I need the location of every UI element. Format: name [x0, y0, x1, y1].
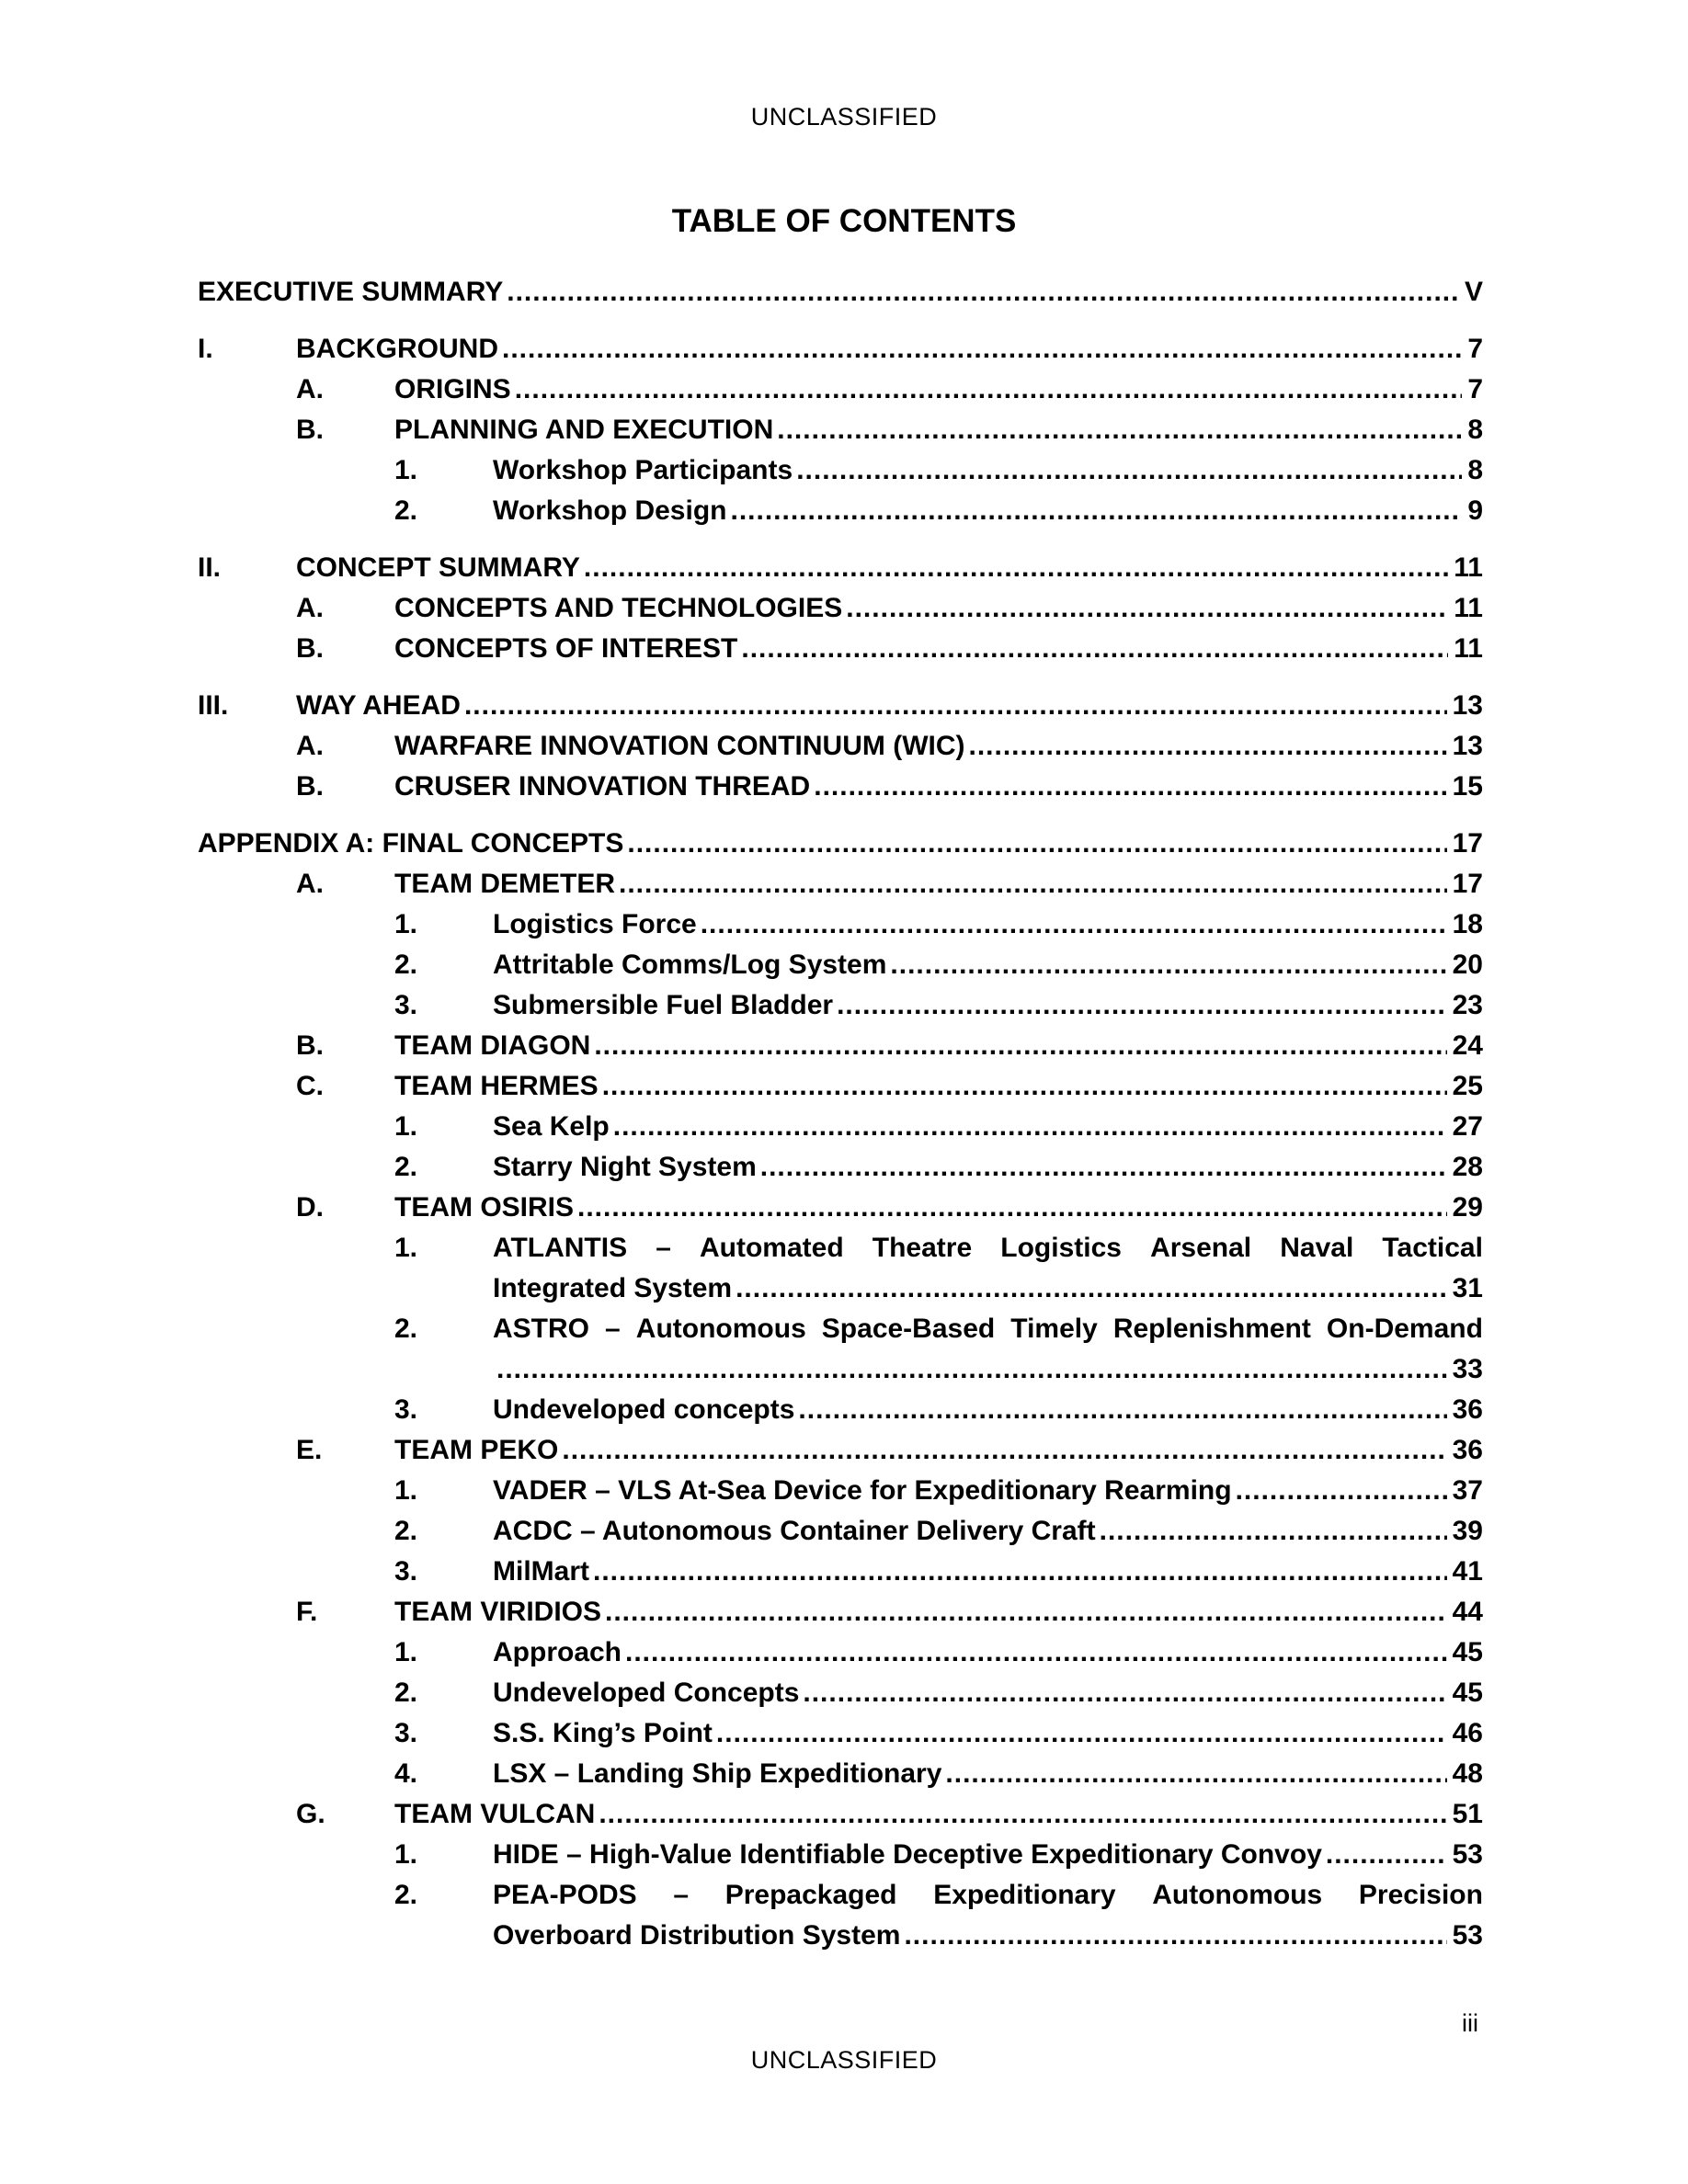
- classification-header: UNCLASSIFIED: [750, 103, 938, 131]
- toc-page-number: 7: [1467, 334, 1483, 364]
- toc-leader: [496, 1349, 1447, 1390]
- toc-number: 2.: [394, 1516, 418, 1546]
- toc-label-line-1: [493, 1309, 1483, 1349]
- toc-label: CRUSER INNOVATION THREAD: [394, 771, 811, 802]
- toc-leader: [594, 1026, 1446, 1066]
- toc-leader: [945, 1754, 1446, 1794]
- toc-entry-sea-kelp[interactable]: [198, 1107, 1483, 1147]
- toc-leader: [1236, 1471, 1447, 1511]
- toc-number: 2.: [394, 950, 418, 980]
- toc-label-word: –: [605, 1314, 621, 1344]
- toc-leader: [890, 945, 1446, 985]
- toc-leader: [1326, 1835, 1447, 1875]
- toc-number: 2.: [394, 1314, 418, 1344]
- toc-label: TEAM DEMETER: [394, 869, 615, 899]
- toc-page-number: 13: [1452, 690, 1483, 721]
- toc-page-number: 28: [1452, 1152, 1483, 1182]
- toc-label: Undeveloped Concepts: [493, 1678, 800, 1708]
- toc-label: CONCEPTS OF INTEREST: [394, 633, 738, 664]
- toc-page-number: 53: [1452, 1920, 1483, 1951]
- toc-label: BACKGROUND: [296, 334, 498, 364]
- toc-number: II.: [198, 552, 222, 583]
- toc-entry-team-peko[interactable]: [198, 1430, 1483, 1471]
- toc-number: G.: [296, 1799, 325, 1829]
- toc-label-word: Automated: [700, 1233, 844, 1263]
- toc-leader: [846, 588, 1448, 629]
- toc-label: TEAM HERMES: [394, 1071, 599, 1101]
- toc-label: Sea Kelp: [493, 1111, 610, 1142]
- toc-number: A.: [296, 593, 324, 623]
- toc-number: I.: [198, 334, 213, 364]
- toc-leader: [613, 1107, 1447, 1147]
- toc-number: 1.: [394, 909, 418, 939]
- toc-label-word: –: [656, 1233, 671, 1263]
- toc-number: 1.: [394, 1111, 418, 1142]
- toc-entry-concept-summary[interactable]: [198, 548, 1483, 588]
- toc-number: A.: [296, 374, 324, 404]
- toc-label-word: Precision: [1358, 1880, 1483, 1910]
- page-number: iii: [1462, 2009, 1478, 2037]
- toc-number: 4.: [394, 1758, 418, 1789]
- toc-label-word: ASTRO: [493, 1314, 589, 1344]
- toc-page-number: V: [1464, 277, 1483, 307]
- toc-leader: [627, 824, 1446, 864]
- toc-page-number: 13: [1452, 731, 1483, 761]
- toc-leader: [593, 1552, 1447, 1592]
- toc-label: EXECUTIVE SUMMARY: [198, 277, 504, 307]
- toc-entry-workshop-participants[interactable]: [198, 450, 1483, 491]
- table-of-contents: [198, 272, 1483, 1956]
- toc-page-number: 11: [1454, 593, 1483, 623]
- toc-entry-origins[interactable]: [198, 370, 1483, 410]
- toc-label-word: Logistics: [1000, 1233, 1122, 1263]
- toc-page-number: 36: [1452, 1435, 1483, 1465]
- toc-entry-team-hermes[interactable]: [198, 1066, 1483, 1107]
- toc-entry-lsx[interactable]: [198, 1754, 1483, 1794]
- toc-entry-team-demeter[interactable]: [198, 864, 1483, 904]
- toc-entry-pea-pods[interactable]: [198, 1875, 1483, 1956]
- toc-label: ACDC – Autonomous Container Delivery Craft: [493, 1516, 1096, 1546]
- toc-label: Attritable Comms/Log System: [493, 950, 887, 980]
- toc-label: S.S. King’s Point: [493, 1718, 713, 1748]
- toc-page-number: 44: [1452, 1597, 1483, 1627]
- toc-leader: [716, 1713, 1447, 1754]
- toc-label-word: Expeditionary: [933, 1880, 1116, 1910]
- toc-leader: [619, 864, 1447, 904]
- toc-entry-acdc[interactable]: [198, 1511, 1483, 1552]
- toc-entry-concepts-and-technologies[interactable]: [198, 588, 1483, 629]
- toc-label: Workshop Design: [493, 495, 727, 526]
- toc-page-number: 31: [1452, 1273, 1483, 1303]
- toc-label-word: Autonomous: [1152, 1880, 1323, 1910]
- toc-label: WAY AHEAD: [296, 690, 461, 721]
- toc-label: APPENDIX A: FINAL CONCEPTS: [198, 828, 624, 859]
- toc-page-number: 45: [1452, 1637, 1483, 1667]
- toc-leader: [730, 491, 1462, 531]
- toc-label: TEAM DIAGON: [394, 1030, 591, 1061]
- toc-entry-starry-night-system[interactable]: [198, 1147, 1483, 1188]
- toc-page-number: 20: [1452, 950, 1483, 980]
- toc-entry-hide[interactable]: [198, 1835, 1483, 1875]
- toc-leader: [602, 1066, 1447, 1107]
- toc-label-word: PEA-PODS: [493, 1880, 637, 1910]
- toc-leader: [584, 548, 1448, 588]
- toc-page-number: 53: [1452, 1839, 1483, 1870]
- toc-page-number: 33: [1452, 1354, 1483, 1384]
- toc-label: Submersible Fuel Bladder: [493, 990, 834, 1020]
- toc-label-line-1: [493, 1228, 1483, 1268]
- toc-page-number: 41: [1452, 1556, 1483, 1587]
- toc-page-number: 39: [1452, 1516, 1483, 1546]
- toc-page-number: 29: [1452, 1192, 1483, 1223]
- toc-entry-undeveloped-concepts-viridios[interactable]: [198, 1673, 1483, 1713]
- toc-entry-executive-summary[interactable]: [198, 272, 1483, 313]
- toc-entry-team-vulcan[interactable]: [198, 1794, 1483, 1835]
- toc-number: 1.: [394, 455, 418, 485]
- toc-label: CONCEPT SUMMARY: [296, 552, 580, 583]
- toc-leader: [736, 1268, 1447, 1309]
- toc-label: TEAM VULCAN: [394, 1799, 596, 1829]
- toc-entry-way-ahead[interactable]: [198, 686, 1483, 726]
- toc-number: A.: [296, 731, 324, 761]
- toc-label-word: Theatre: [872, 1233, 973, 1263]
- toc-label-word: Prepackaged: [724, 1880, 897, 1910]
- toc-number: 1.: [394, 1233, 418, 1263]
- toc-number: 2.: [394, 1880, 418, 1910]
- toc-number: 1.: [394, 1475, 418, 1506]
- toc-label: CONCEPTS AND TECHNOLOGIES: [394, 593, 843, 623]
- toc-entry-planning-and-execution[interactable]: [198, 410, 1483, 450]
- toc-page-number: 23: [1452, 990, 1483, 1020]
- toc-leader: [796, 450, 1462, 491]
- toc-label: HIDE – High-Value Identifiable Deceptive Expeditionary Convoy: [493, 1839, 1322, 1870]
- toc-label: Undeveloped concepts: [493, 1394, 795, 1425]
- toc-number: E.: [296, 1435, 323, 1465]
- toc-number: 3.: [394, 1556, 418, 1587]
- toc-entry-astro[interactable]: [198, 1309, 1483, 1390]
- toc-page-number: 18: [1452, 909, 1483, 939]
- toc-entry-atlantis[interactable]: [198, 1228, 1483, 1309]
- toc-label-line-1: [493, 1875, 1483, 1916]
- toc-label-word: Timely: [1010, 1314, 1098, 1344]
- toc-page-number: 51: [1452, 1799, 1483, 1829]
- toc-entry-team-diagon[interactable]: [198, 1026, 1483, 1066]
- toc-number: 2.: [394, 1152, 418, 1182]
- toc-page-number: 48: [1452, 1758, 1483, 1789]
- toc-entry-team-osiris[interactable]: [198, 1188, 1483, 1228]
- toc-label: Workshop Participants: [493, 455, 793, 485]
- toc-entry-concepts-of-interest[interactable]: [198, 629, 1483, 669]
- toc-label-word: Tactical: [1382, 1233, 1483, 1263]
- toc-leader: [502, 329, 1462, 370]
- toc-page-number: 17: [1452, 869, 1483, 899]
- toc-number: B.: [296, 633, 324, 664]
- toc-number: F.: [296, 1597, 318, 1627]
- toc-page-number: 8: [1467, 415, 1483, 445]
- toc-label: MilMart: [493, 1556, 589, 1587]
- toc-leader: [605, 1592, 1447, 1632]
- toc-label: TEAM PEKO: [394, 1435, 559, 1465]
- toc-leader: [464, 686, 1447, 726]
- toc-number: 3.: [394, 1394, 418, 1425]
- toc-label-continuation: Integrated System: [493, 1273, 733, 1303]
- toc-leader: [515, 370, 1463, 410]
- toc-leader: [741, 629, 1448, 669]
- toc-label: Approach: [493, 1637, 622, 1667]
- toc-entry-vader[interactable]: [198, 1471, 1483, 1511]
- toc-number: D.: [296, 1192, 324, 1223]
- toc-label: WARFARE INNOVATION CONTINUUM (WIC): [394, 731, 965, 761]
- toc-label: PLANNING AND EXECUTION: [394, 415, 774, 445]
- toc-leader: [814, 767, 1446, 807]
- toc-leader: [562, 1430, 1446, 1471]
- toc-label: TEAM OSIRIS: [394, 1192, 575, 1223]
- toc-label: TEAM VIRIDIOS: [394, 1597, 602, 1627]
- toc-label-word: Space-Based: [821, 1314, 996, 1344]
- toc-leader: [837, 985, 1447, 1026]
- toc-page-number: 17: [1452, 828, 1483, 859]
- toc-label-word: On-Demand: [1326, 1314, 1483, 1344]
- toc-label: VADER – VLS At-Sea Device for Expeditionary Rearming: [493, 1475, 1232, 1506]
- toc-number: B.: [296, 415, 324, 445]
- toc-label: ORIGINS: [394, 374, 511, 404]
- toc-label-word: –: [673, 1880, 690, 1910]
- toc-page-number: 37: [1452, 1475, 1483, 1506]
- toc-entry-cruser-innovation-thread[interactable]: [198, 767, 1483, 807]
- classification-footer: UNCLASSIFIED: [750, 2046, 938, 2074]
- toc-number: 1.: [394, 1839, 418, 1870]
- toc-label-word: Arsenal: [1150, 1233, 1252, 1263]
- toc-leader: [625, 1632, 1447, 1673]
- toc-page-number: 25: [1452, 1071, 1483, 1101]
- toc-number: 2.: [394, 1678, 418, 1708]
- toc-leader: [803, 1673, 1446, 1713]
- toc-number: B.: [296, 771, 324, 802]
- toc-leader: [777, 410, 1462, 450]
- toc-label-word: Autonomous: [635, 1314, 806, 1344]
- toc-page-number: 15: [1452, 771, 1483, 802]
- toc-entry-milmart[interactable]: [198, 1552, 1483, 1592]
- toc-leader: [577, 1188, 1447, 1228]
- toc-number: 2.: [394, 495, 418, 526]
- toc-number: C.: [296, 1071, 324, 1101]
- toc-page-number: 45: [1452, 1678, 1483, 1708]
- toc-page-number: 7: [1467, 374, 1483, 404]
- toc-number: III.: [198, 690, 229, 721]
- toc-leader: [969, 726, 1447, 767]
- toc-entry-ss-kings-point[interactable]: [198, 1713, 1483, 1754]
- toc-number: B.: [296, 1030, 324, 1061]
- toc-page-number: 46: [1452, 1718, 1483, 1748]
- toc-entry-logistics-force[interactable]: [198, 904, 1483, 945]
- toc-leader: [507, 272, 1459, 313]
- toc-label-continuation: Overboard Distribution System: [493, 1920, 901, 1951]
- toc-leader: [1100, 1511, 1447, 1552]
- toc-leader: [760, 1147, 1447, 1188]
- toc-leader: [701, 904, 1447, 945]
- toc-label: Logistics Force: [493, 909, 697, 939]
- toc-label: Starry Night System: [493, 1152, 757, 1182]
- toc-entry-team-viridios[interactable]: [198, 1592, 1483, 1632]
- toc-page-number: 8: [1467, 455, 1483, 485]
- toc-entry-attritable-comms-log-system[interactable]: [198, 945, 1483, 985]
- toc-entry-submersible-fuel-bladder[interactable]: [198, 985, 1483, 1026]
- toc-leader: [599, 1794, 1446, 1835]
- toc-number: 1.: [394, 1637, 418, 1667]
- toc-number: A.: [296, 869, 324, 899]
- toc-entry-appendix-a[interactable]: [198, 824, 1483, 864]
- toc-page-number: 36: [1452, 1394, 1483, 1425]
- toc-leader: [798, 1390, 1446, 1430]
- toc-leader: [904, 1916, 1446, 1956]
- toc-label: LSX – Landing Ship Expeditionary: [493, 1758, 942, 1789]
- toc-page-number: 24: [1452, 1030, 1483, 1061]
- toc-number: 3.: [394, 990, 418, 1020]
- toc-entry-workshop-design[interactable]: [198, 491, 1483, 531]
- toc-entry-approach[interactable]: [198, 1632, 1483, 1673]
- toc-label-word: ATLANTIS: [493, 1233, 628, 1263]
- toc-label-word: Naval: [1280, 1233, 1354, 1263]
- toc-page-number: 27: [1452, 1111, 1483, 1142]
- toc-label-word: Replenishment: [1112, 1314, 1311, 1344]
- toc-page-number: 9: [1467, 495, 1483, 526]
- toc-page-number: 11: [1454, 633, 1483, 664]
- toc-page-number: 11: [1454, 552, 1483, 583]
- toc-entry-warfare-innovation-continuum[interactable]: [198, 726, 1483, 767]
- toc-entry-undeveloped-concepts-osiris[interactable]: [198, 1390, 1483, 1430]
- toc-number: 3.: [394, 1718, 418, 1748]
- page-title: TABLE OF CONTENTS: [671, 203, 1017, 239]
- toc-entry-background[interactable]: [198, 329, 1483, 370]
